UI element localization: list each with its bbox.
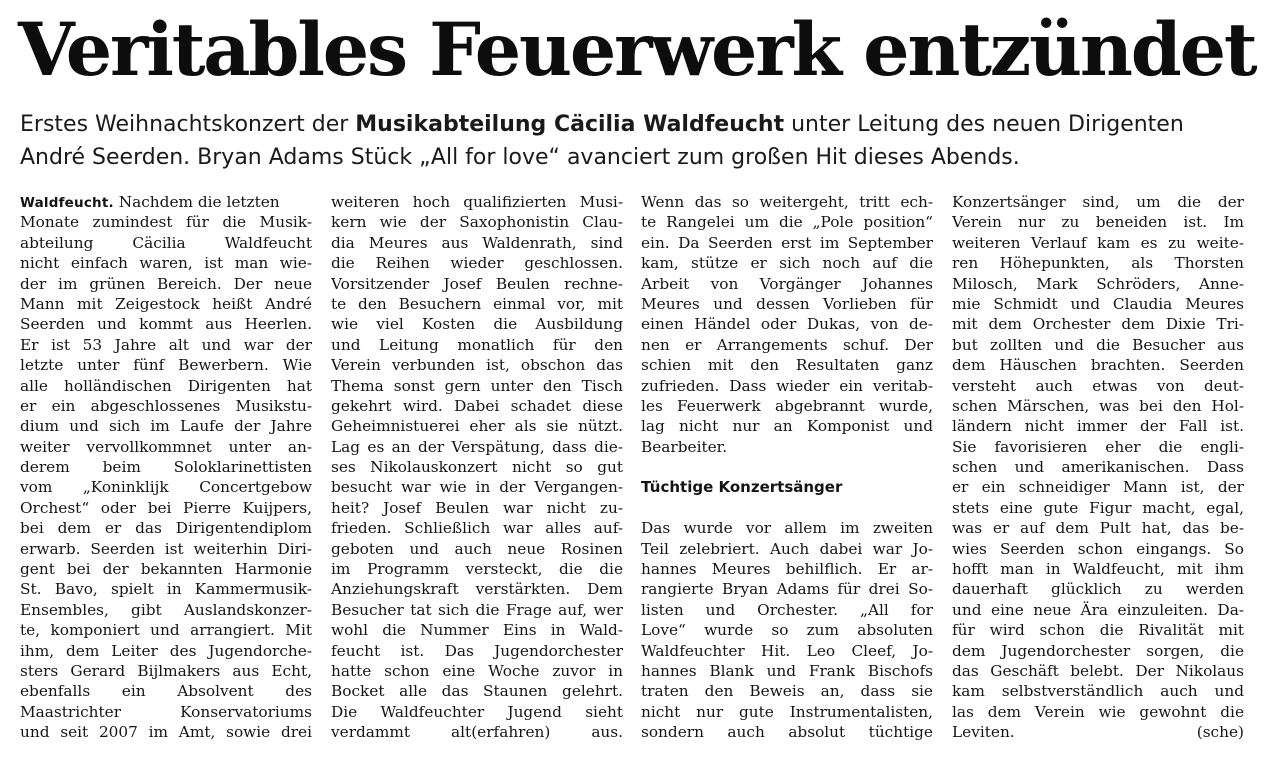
article-column-2: [331, 192, 623, 743]
text-line: sondern auch absolut tüchtige: [641, 723, 933, 742]
text-line: Waldfeuchter Hit. Leo Cleef, Jo-: [641, 641, 933, 660]
text-line: Milosch, Mark Schröders, Anne-: [952, 274, 1244, 293]
text-line: Sie favorisieren eher die engli-: [952, 437, 1244, 456]
text-line: im Programm versteckt, die die: [331, 560, 623, 579]
text-line: er ein schneidiger Mann ist, der: [952, 478, 1244, 497]
text-line: letzte unter fünf Bewerbern. Wie: [20, 356, 312, 375]
text-line: Geheimnistuerei eher als sie nützt.: [331, 417, 623, 436]
text-line: hatte schon eine Woche zuvor in: [331, 661, 623, 680]
text-run: Nachdem die letzten: [113, 193, 280, 211]
text-line: weiteren Verlauf kam es zu weite-: [952, 233, 1244, 252]
text-line: St. Bavo, spielt in Kammermusik-: [20, 580, 312, 599]
text-line: Bocket alle das Staunen gelehrt.: [331, 682, 623, 701]
text-line: las dem Verein wie gewohnt die: [952, 702, 1244, 721]
dateline: Waldfeucht.: [20, 195, 114, 211]
text-line: heit? Josef Beulen war nicht zu-: [331, 498, 623, 517]
text-line: was er auf dem Pult hat, das be-: [952, 519, 1244, 538]
text-line: besucht war wie in der Vergangen-: [331, 478, 623, 497]
text-line: kam selbstverständlich auch und: [952, 682, 1244, 701]
text-line: ihm, dem Leiter des Jugendorche-: [20, 641, 312, 660]
text-line: die Reihen wieder geschlossen.: [331, 254, 623, 273]
text-line: bei dem er das Dirigentendiplom: [20, 519, 312, 538]
text-line: ren Höhepunkten, als Thorsten: [952, 254, 1244, 273]
text-line: und eine neue Ära einzuleiten. Da-: [952, 600, 1244, 619]
text-line: versteht auch etwas von deut-: [952, 376, 1244, 395]
text-line: feucht ist. Das Jugendorchester: [331, 641, 623, 660]
text-line: ländern nicht immer der Fall ist.: [952, 417, 1244, 436]
text-line: er ein abgeschlossenes Musikstu-: [20, 396, 312, 415]
text-line: schien mit den Resultaten ganz: [641, 356, 933, 375]
text-line: lag nicht nur an Komponist und: [641, 417, 933, 436]
text-line: [952, 722, 1244, 742]
text-line: Seerden und kommt aus Heerlen.: [20, 315, 312, 334]
text-line: stets eine gute Figur macht, egal,: [952, 498, 1244, 517]
text-line: te den Besuchern einmal vor, mit: [331, 294, 623, 313]
text-line: hofft man in Waldfeucht, mit ihm: [952, 560, 1244, 579]
text-line: gent bei der bekannten Harmonie: [20, 560, 312, 579]
article-column-1: [20, 192, 312, 743]
text-line: frieden. Schließlich war alles auf-: [331, 519, 623, 538]
subheadline-line-1: [20, 108, 1250, 141]
text-line: Meures und dessen Vorlieben für: [641, 294, 933, 313]
text-line: Lag es an der Verspätung, dass die-: [331, 437, 623, 456]
text-line: Bearbeiter.: [641, 437, 728, 456]
text-line: Konzertsänger sind, um die der: [952, 193, 1244, 211]
text-line: Das wurde vor allem im zweiten: [641, 519, 933, 538]
text-line: Verein verbunden ist, obschon das: [331, 356, 623, 375]
text-line: Anziehungskraft verstärkten. Dem: [331, 580, 623, 599]
text-line: [20, 192, 312, 212]
spacer: [641, 457, 933, 477]
subheadline-organization: Musikabteilung Cäcilia Waldfeucht: [355, 112, 785, 137]
text-line: mie Schmidt und Claudia Meures: [952, 294, 1244, 313]
headline: Veritables Feuerwerk entzündet: [18, 7, 1256, 93]
text-line: schen und amerikanischen. Dass: [952, 458, 1244, 477]
text-line: vom „Koninklijk Concertgebow: [20, 478, 312, 497]
spacer: [641, 498, 933, 518]
text-line: wies Seerden schon eingangs. So: [952, 539, 1244, 558]
text-line: te Rangelei um die „Pole position“: [641, 213, 933, 232]
text-line: but zollten und die Besucher aus: [952, 335, 1244, 354]
subheadline-text: unter Leitung des neuen Dirigenten: [784, 112, 1184, 137]
text-line: te, komponiert und arrangiert. Mit: [20, 621, 312, 640]
text-line: listen und Orchester. „All for: [641, 600, 933, 619]
text-line: Wenn das so weitergeht, tritt ech-: [641, 193, 933, 211]
text-line: dia Meures aus Waldenrath, sind: [331, 233, 623, 252]
article-column-3: [641, 192, 933, 743]
text-line: gekehrt wird. Dabei schadet diese: [331, 396, 623, 415]
text-line: zufrieden. Dass wieder ein veritab-: [641, 376, 933, 395]
text-line: traten den Beweis an, dass sie: [641, 682, 933, 701]
section-subheading: Tüchtige Konzertsänger: [641, 478, 843, 497]
text-line: ses Nikolauskonzert nicht so gut: [331, 458, 623, 477]
text-line: weiter vervollkommnet unter an-: [20, 437, 312, 456]
text-line: das Geschäft belebt. Der Nikolaus: [952, 661, 1244, 680]
subheadline-text: Erstes Weihnachtskonzert der: [20, 112, 356, 137]
text-run: Leviten.: [952, 723, 1015, 742]
text-line: dium und sich im Laufe der Jahre: [20, 417, 312, 436]
text-line: dem Häuschen brachten. Seerden: [952, 356, 1244, 375]
subheadline-line-2: André Seerden. Bryan Adams Stück „All for love“ avanciert zum großen Hit dieses Abends.: [20, 145, 1020, 170]
text-line: Maastrichter Konservatoriums: [20, 702, 312, 721]
article-column-4: [952, 192, 1244, 743]
text-line: Arbeit von Vorgänger Johannes: [641, 274, 933, 293]
text-line: verdammt alt(erfahren) aus.: [331, 723, 623, 742]
text-line: dem Jugendorchester sorgen, die: [952, 641, 1244, 660]
text-line: dauerhaft glücklich zu werden: [952, 580, 1244, 599]
text-line: Teil zelebriert. Auch dabei war Jo-: [641, 539, 933, 558]
text-line: Die Waldfeuchter Jugend sieht: [331, 702, 623, 721]
text-line: Love“ wurde so zum absoluten: [641, 621, 933, 640]
text-line: les Feuerwerk abgebrannt wurde,: [641, 396, 933, 415]
text-line: kam, stütze er sich noch auf die: [641, 254, 933, 273]
text-line: abteilung Cäcilia Waldfeucht: [20, 233, 312, 252]
text-line: erwarb. Seerden ist weiterhin Diri-: [20, 539, 312, 558]
text-line: rangierte Bryan Adams für drei So-: [641, 580, 933, 599]
text-line: Mann mit Zeigestock heißt André: [20, 294, 312, 313]
text-line: derem beim Soloklarinettisten: [20, 458, 312, 477]
text-line: nicht nur gute Instrumentalisten,: [641, 702, 933, 721]
text-line: nen er Arrangements schuf. Der: [641, 335, 933, 354]
text-line: Vorsitzender Josef Beulen rechne-: [331, 274, 623, 293]
text-line: für wird schon die Rivalität mit: [952, 621, 1244, 640]
text-line: sters Gerard Bijlmakers aus Echt,: [20, 661, 312, 680]
text-line: Thema sonst gern unter den Tisch: [331, 376, 623, 395]
text-line: ein. Da Seerden erst im September: [641, 233, 933, 252]
text-line: weiteren hoch qualifizierten Musi-: [331, 193, 623, 211]
text-line: kern wie der Saxophonistin Clau-: [331, 213, 623, 232]
text-line: und Leitung monatlich für den: [331, 335, 623, 354]
text-line: wie viel Kosten die Ausbildung: [331, 315, 623, 334]
text-line: Verein nur zu beneiden ist. Im: [952, 213, 1244, 232]
text-line: Orchest“ oder bei Pierre Kuijpers,: [20, 498, 312, 517]
subheadline: [20, 108, 1250, 174]
text-line: geboten und auch neue Rosinen: [331, 539, 623, 558]
author-signature: (sche): [1196, 723, 1244, 742]
text-line: Monate zumindest für die Musik-: [20, 213, 312, 232]
text-line: schen Märschen, was bei den Hol-: [952, 396, 1244, 415]
text-line: hannes Meures behilflich. Er ar-: [641, 560, 933, 579]
text-line: einen Händel oder Dukas, von de-: [641, 315, 933, 334]
text-line: Er ist 53 Jahre alt und war der: [20, 335, 312, 354]
text-line: hannes Blank und Frank Bischofs: [641, 661, 933, 680]
text-line: mit dem Orchester dem Dixie Tri-: [952, 315, 1244, 334]
text-line: Besucher tat sich die Frage auf, wer: [331, 600, 623, 619]
text-line: Ensembles, gibt Auslandskonzer-: [20, 600, 312, 619]
text-line: nicht einfach waren, ist man wie-: [20, 254, 312, 273]
text-line: und seit 2007 im Amt, sowie drei: [20, 723, 312, 742]
text-line: ebenfalls ein Absolvent des: [20, 682, 312, 701]
text-line: der im grünen Bereich. Der neue: [20, 274, 312, 293]
text-line: alle holländischen Dirigenten hat: [20, 376, 312, 395]
text-line: wohl die Nummer Eins in Wald-: [331, 621, 623, 640]
